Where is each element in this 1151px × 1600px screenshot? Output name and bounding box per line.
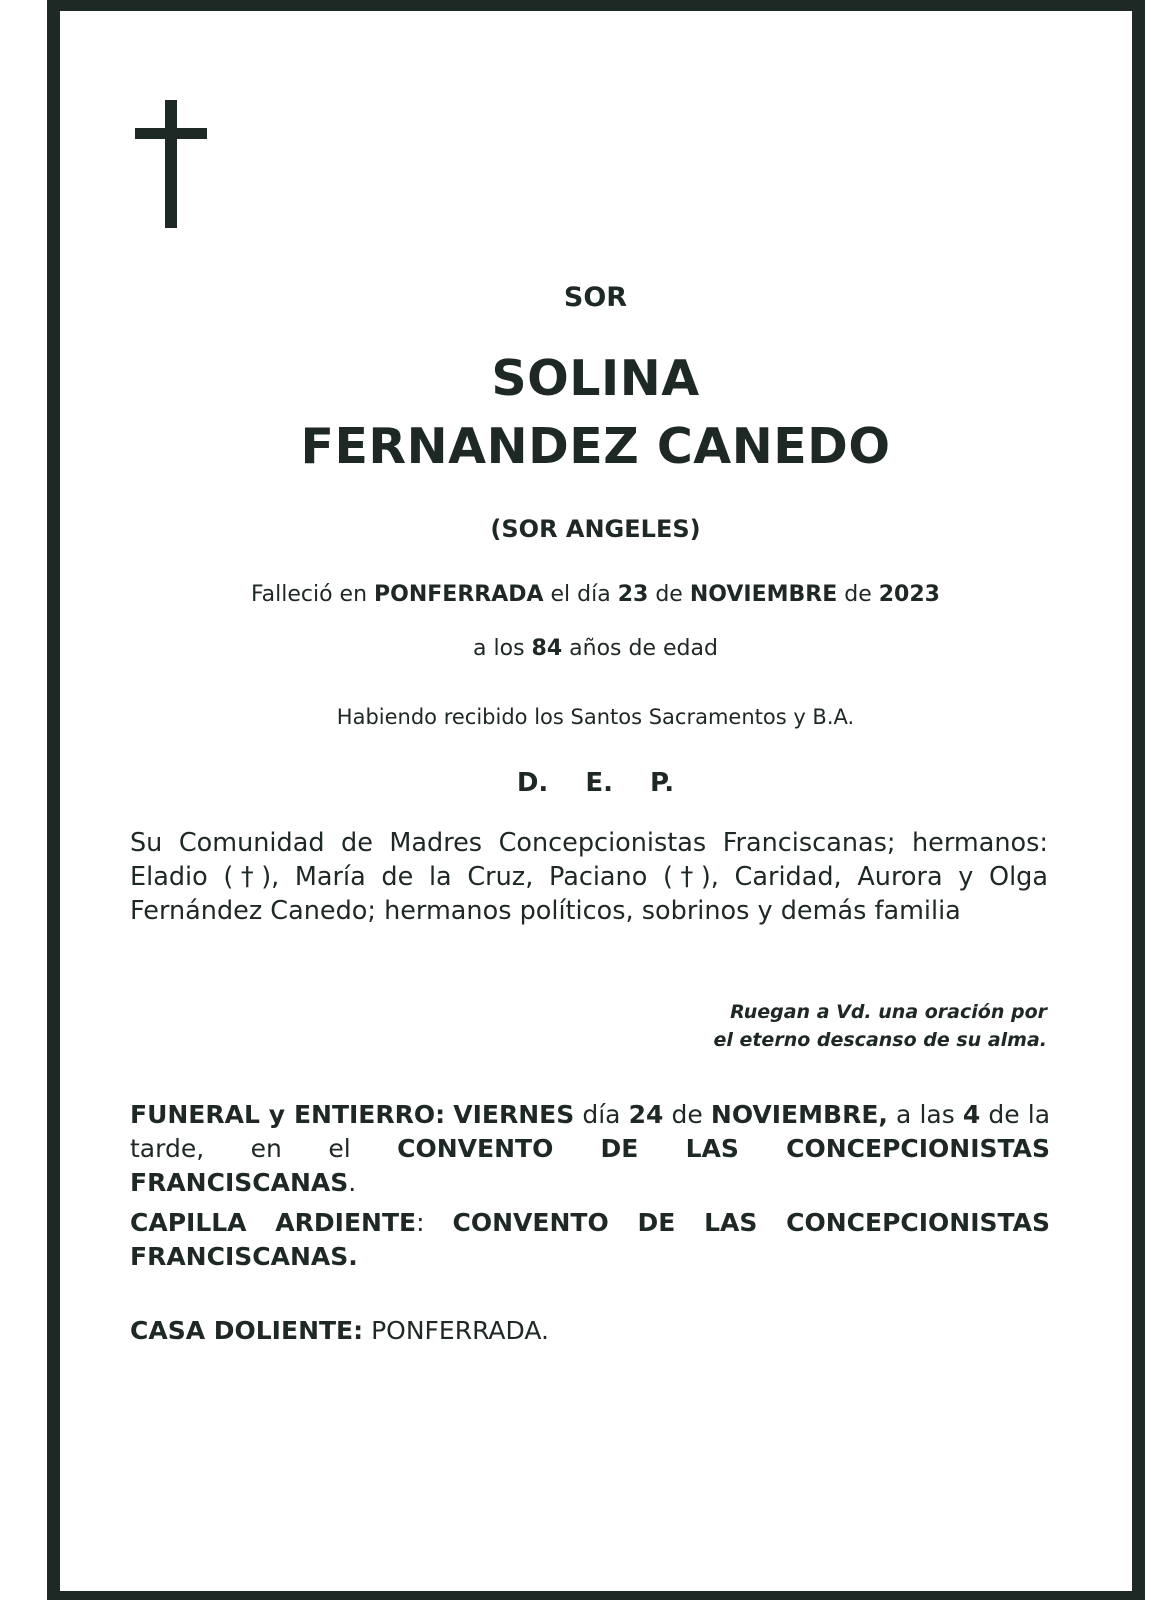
mourning-house-label: CASA DOLIENTE: <box>130 1316 364 1345</box>
age-line <box>0 636 1151 661</box>
death-text-1: Falleció en <box>251 582 375 607</box>
prayer-request <box>600 998 1047 1054</box>
funeral-weekday: VIERNES <box>453 1100 575 1129</box>
death-year: 2023 <box>878 582 940 607</box>
death-line <box>0 582 1151 607</box>
wake-place-line-2: FRANCISCANAS. <box>130 1242 358 1271</box>
death-month: NOVIEMBRE <box>689 582 838 607</box>
deceased-surnames: FERNANDEZ CANEDO <box>300 418 891 475</box>
funeral-label: FUNERAL y ENTIERRO: <box>130 1100 446 1129</box>
funeral-text-2: de <box>663 1100 711 1129</box>
family-paragraph: Su Comunidad de Madres Concepcionistas Franciscanas; hermanos: Eladio (†), María de la Cruz, Paciano (†), Caridad, Aurora y Olga Fernández Canedo; hermanos políticos, sobrinos y demás familia <box>130 828 1048 926</box>
mourning-house-paragraph <box>130 1314 1050 1348</box>
wake-colon: : <box>416 1208 425 1237</box>
death-text-4: de <box>837 582 879 607</box>
latin-cross-icon <box>135 100 207 228</box>
age-value: 84 <box>531 636 563 661</box>
funeral-month: NOVIEMBRE, <box>710 1100 888 1129</box>
title-prefix: SOR <box>563 282 628 313</box>
age-text-1: a los <box>473 636 532 661</box>
wake-line-1 <box>130 1206 1050 1240</box>
death-text-2: el día <box>543 582 618 607</box>
funeral-hour: 4 <box>962 1100 981 1129</box>
funeral-text-4: de la tarde, en el <box>130 1100 1051 1163</box>
funeral-place: CONVENTO DE LAS CONCEPCIONISTAS FRANCISCANAS <box>130 1134 1050 1197</box>
religious-name: (SOR ANGELES) <box>490 515 701 543</box>
sacraments-line: Habiendo recibido los Santos Sacramentos y B.A. <box>336 705 855 729</box>
page-border <box>47 0 1145 1600</box>
death-day: 23 <box>617 582 649 607</box>
wake-label: CAPILLA ARDIENTE <box>130 1208 417 1237</box>
deceased-first-name: SOLINA <box>491 350 700 407</box>
prayer-line-2: el eterno descanso de su alma. <box>713 1029 1047 1051</box>
death-text-3: de <box>648 582 690 607</box>
cross-vertical-bar <box>165 100 177 228</box>
death-place: PONFERRADA <box>374 582 544 607</box>
wake-paragraph <box>130 1206 1050 1274</box>
funeral-text-3: a las <box>887 1100 963 1129</box>
prayer-line-1: Ruegan a Vd. una oración por <box>730 1001 1047 1023</box>
funeral-text-5: . <box>348 1168 357 1197</box>
funeral-paragraph <box>130 1098 1050 1200</box>
dep-initials: D. E. P. <box>516 768 675 798</box>
mourning-house-value: PONFERRADA. <box>363 1316 549 1345</box>
funeral-text-1: día <box>574 1100 629 1129</box>
wake-place-line-1: CONVENTO DE LAS CONCEPCIONISTAS <box>452 1208 1050 1237</box>
age-text-2: años de edad <box>562 636 718 661</box>
funeral-day: 24 <box>628 1100 664 1129</box>
cross-horizontal-bar <box>135 128 207 139</box>
